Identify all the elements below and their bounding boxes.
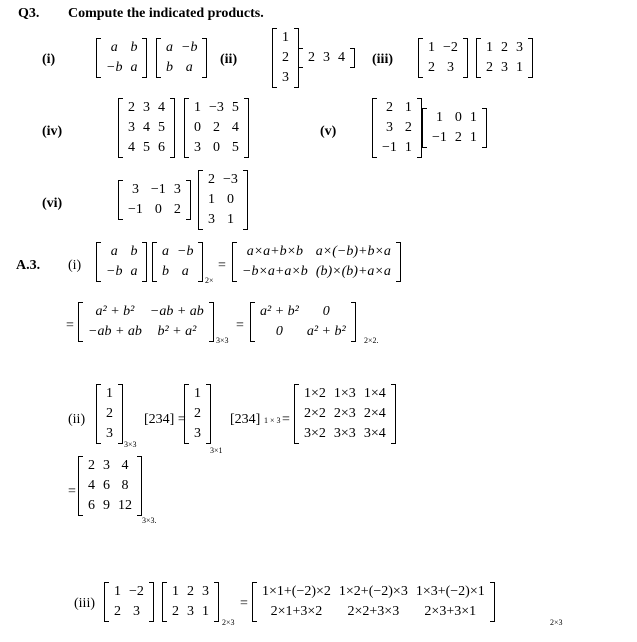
part-label-iv: (iv) [42, 124, 63, 139]
dimension-subscript: 3×3. [142, 516, 157, 525]
matrix-entry: 2 [194, 406, 201, 421]
matrix [184, 384, 211, 444]
equals-sign: = [66, 318, 74, 333]
matrix-entry: 6 [158, 140, 165, 155]
matrix-entry: −ab + ab [88, 324, 142, 339]
matrix-entry: 8 [121, 478, 129, 493]
matrix-entry: 5 [231, 100, 239, 115]
matrix-entry: 1×3 [333, 386, 356, 401]
matrix-entry: 1 [172, 584, 179, 599]
matrix [156, 38, 207, 78]
matrix [476, 38, 533, 78]
matrix-entry: 2 [428, 60, 435, 75]
matrix-entry: 5 [143, 140, 150, 155]
matrix-entry: −b [106, 60, 123, 75]
matrix [96, 384, 123, 444]
matrix-entry: a [162, 244, 169, 259]
equals-sign: = [236, 318, 244, 333]
matrix [162, 582, 219, 622]
matrix-entry: 2×2 [304, 406, 326, 421]
matrix-entry: 2 [106, 406, 113, 421]
matrix-entry: 3 [132, 604, 140, 619]
matrix [422, 108, 487, 148]
matrix-entry: 1 [194, 386, 201, 401]
left-bracket [232, 242, 237, 282]
left-bracket [294, 384, 299, 444]
matrix-entry: 4 [158, 100, 165, 115]
left-bracket [476, 38, 481, 78]
matrix-entry: 3 [323, 50, 330, 65]
matrix-entry: 1×2+(−2)×3 [338, 584, 408, 599]
matrix-entry: 1 [469, 130, 477, 145]
matrix [298, 48, 355, 68]
matrix-entry: a² + b² [95, 304, 135, 319]
answer-number: A.3. [16, 258, 41, 273]
dimension-subscript: 3×3 [124, 440, 137, 449]
answer-label-ii: (ii) [68, 412, 86, 427]
matrix-entry: 1×1+(−2)×2 [262, 584, 331, 599]
matrix-entry: 3 [128, 120, 135, 135]
right-bracket [351, 302, 356, 342]
matrix-entry: 2 [308, 50, 315, 65]
dimension-subscript: 2×3 [550, 618, 563, 627]
right-bracket [391, 384, 396, 444]
matrix-entry: 1 [469, 110, 477, 125]
matrix-entry: 2×4 [363, 406, 386, 421]
matrix-entry: a [110, 40, 118, 55]
matrix [118, 98, 175, 158]
matrix [152, 242, 203, 282]
right-bracket [206, 384, 211, 444]
left-bracket [96, 384, 101, 444]
right-bracket [396, 242, 401, 282]
question-title: Compute the indicated products. [68, 6, 264, 21]
part-label-ii: (ii) [220, 52, 238, 67]
matrix-entry: −1 [128, 202, 143, 217]
matrix-entry: 4 [121, 458, 129, 473]
matrix-entry: 2 [282, 50, 289, 65]
right-bracket [198, 242, 203, 282]
right-bracket [350, 48, 355, 68]
matrix-entry: a×(−b)+b×a [315, 244, 391, 259]
matrix-entry: 0 [194, 120, 201, 135]
matrix-entry: 3 [106, 426, 113, 441]
left-bracket [78, 302, 83, 342]
equals-sign: = [68, 484, 76, 499]
matrix-entry: 2 [486, 60, 493, 75]
matrix-entry: 2 [454, 130, 462, 145]
matrix-entry: a² + b² [306, 324, 346, 339]
matrix-entry: 1 [404, 140, 412, 155]
right-bracket [202, 38, 207, 78]
matrix-entry: 2 [128, 100, 135, 115]
left-bracket [118, 180, 123, 220]
matrix-entry: 6 [88, 498, 95, 513]
right-bracket [118, 384, 123, 444]
left-bracket [152, 242, 157, 282]
right-bracket [186, 180, 191, 220]
matrix-entry: 2 [212, 120, 220, 135]
matrix-entry: 3 [446, 60, 454, 75]
dimension-subscript: 2× [205, 276, 214, 285]
matrix-entry: 0 [322, 304, 330, 319]
matrix-entry: 3 [173, 182, 181, 197]
matrix [198, 170, 248, 230]
matrix [104, 582, 154, 622]
matrix-entry: b² + a² [157, 324, 197, 339]
matrix-entry: a [110, 244, 118, 259]
matrix-entry: a [181, 264, 189, 279]
matrix-entry: 1×4 [363, 386, 386, 401]
right-bracket [490, 582, 495, 622]
matrix-entry: 1 [114, 584, 121, 599]
right-bracket [244, 98, 249, 158]
matrix [96, 38, 147, 78]
matrix-entry: 2 [114, 604, 121, 619]
part-label-iii: (iii) [372, 52, 393, 67]
row-vector-text: [234] = [144, 412, 186, 427]
right-bracket [214, 582, 219, 622]
left-bracket [78, 456, 83, 516]
matrix-entry: 3 [103, 458, 110, 473]
left-bracket [156, 38, 161, 78]
right-bracket [209, 302, 214, 342]
matrix-entry: 4 [128, 140, 135, 155]
matrix-entry: b [166, 60, 173, 75]
matrix-entry: 0 [454, 110, 462, 125]
question-number: Q3. [18, 6, 40, 21]
matrix-entry: a [130, 60, 138, 75]
left-bracket [118, 98, 123, 158]
matrix-entry: 2 [173, 202, 181, 217]
matrix-entry: a [185, 60, 193, 75]
matrix-entry: 2×3+3×1 [424, 604, 477, 619]
matrix-entry: 2 [187, 584, 194, 599]
matrix-entry: 1 [194, 100, 201, 115]
matrix [294, 384, 396, 444]
matrix-entry: −b [181, 40, 198, 55]
matrix-entry: 6 [103, 478, 110, 493]
right-bracket [142, 38, 147, 78]
matrix-entry: 4 [143, 120, 150, 135]
matrix [418, 38, 468, 78]
dimension-subscript: 3×3 [216, 336, 229, 345]
matrix [118, 180, 191, 220]
matrix-entry: 1 [428, 40, 435, 55]
matrix-entry: b [130, 40, 138, 55]
matrix-entry: a² + b² [260, 304, 299, 319]
matrix-entry: 3 [194, 426, 201, 441]
matrix-entry: 1×2 [304, 386, 326, 401]
matrix-entry: 3×3 [333, 426, 356, 441]
matrix-entry: −1 [150, 182, 166, 197]
matrix-entry: 5 [231, 140, 239, 155]
matrix-entry: 2 [172, 604, 179, 619]
answer-label-iii: (iii) [74, 596, 95, 611]
matrix-entry: 3 [202, 584, 209, 599]
right-bracket [142, 242, 147, 282]
matrix-entry: 3 [143, 100, 150, 115]
matrix [250, 302, 356, 342]
matrix-entry: 9 [103, 498, 110, 513]
left-bracket [96, 242, 101, 282]
part-label-v: (v) [320, 124, 337, 139]
matrix-entry: 4 [338, 50, 345, 65]
matrix-entry: 3 [282, 70, 289, 85]
left-bracket [418, 38, 423, 78]
matrix-entry: a [166, 40, 173, 55]
equals-sign: = [218, 258, 226, 273]
dimension-subscript: 1 × 3 [264, 416, 281, 425]
matrix-entry: 3 [187, 604, 194, 619]
right-bracket [482, 108, 487, 148]
left-bracket [184, 98, 189, 158]
matrix-entry: a×a+b×b [246, 244, 304, 259]
matrix-entry: a [130, 264, 138, 279]
matrix-entry: 2×1+3×2 [270, 604, 323, 619]
left-bracket [272, 28, 277, 88]
matrix-entry: 2 [404, 120, 412, 135]
matrix-entry: 1×3+(−2)×1 [415, 584, 485, 599]
matrix-entry: 2×2+3×3 [347, 604, 400, 619]
matrix-entry: 2 [208, 172, 215, 187]
matrix-entry: 1 [208, 192, 215, 207]
matrix-entry: −1 [382, 140, 397, 155]
matrix-entry: 3 [516, 40, 523, 55]
left-bracket [422, 108, 427, 148]
right-bracket [463, 38, 468, 78]
matrix [372, 98, 422, 158]
matrix-entry: 0 [275, 324, 283, 339]
matrix-entry: −2 [443, 40, 458, 55]
matrix-entry: 5 [158, 120, 165, 135]
dimension-subscript: 2×3 [222, 618, 235, 627]
answer-label-i: (i) [68, 258, 82, 273]
matrix-entry: 1 [202, 604, 209, 619]
matrix [78, 302, 214, 342]
equals-sign: = [240, 596, 248, 611]
matrix [252, 582, 495, 622]
matrix-entry: 3×4 [363, 426, 386, 441]
equals-sign: = [282, 412, 290, 427]
matrix-entry: (b)×(b)+a×a [315, 264, 391, 279]
part-label-vi: (vi) [42, 196, 63, 211]
right-bracket [137, 456, 142, 516]
left-bracket [198, 170, 203, 230]
matrix-entry: 3 [208, 212, 215, 227]
matrix-entry: 1 [282, 30, 289, 45]
matrix-entry: b [130, 244, 138, 259]
matrix-entry: 12 [118, 498, 132, 513]
matrix-entry: 2 [501, 40, 508, 55]
matrix-entry: b [162, 264, 169, 279]
matrix-entry: 0 [226, 192, 234, 207]
right-bracket [149, 582, 154, 622]
matrix-entry: −1 [432, 130, 447, 145]
matrix [184, 98, 249, 158]
matrix [96, 242, 147, 282]
matrix-entry: 0 [154, 202, 162, 217]
matrix-entry: 4 [88, 478, 95, 493]
matrix-entry: 2×3 [333, 406, 356, 421]
left-bracket [184, 384, 189, 444]
left-bracket [252, 582, 257, 622]
left-bracket [250, 302, 255, 342]
matrix-entry: 1 [404, 100, 412, 115]
dimension-subscript: 3×1 [210, 446, 223, 455]
dimension-subscript: 2×2. [364, 336, 379, 345]
right-bracket [170, 98, 175, 158]
left-bracket [162, 582, 167, 622]
matrix-entry: 3 [501, 60, 508, 75]
matrix-entry: 2 [385, 100, 393, 115]
matrix-entry: −2 [129, 584, 144, 599]
matrix-entry: 3 [131, 182, 139, 197]
matrix-entry: 1 [516, 60, 523, 75]
left-bracket [96, 38, 101, 78]
left-bracket [104, 582, 109, 622]
part-label-i: (i) [42, 52, 56, 67]
matrix-entry: −b [106, 264, 123, 279]
matrix [232, 242, 401, 282]
row-vector-text: [234] [230, 412, 261, 427]
left-bracket [372, 98, 377, 158]
matrix-entry: −ab + ab [149, 304, 204, 319]
matrix-entry: 1 [226, 212, 234, 227]
matrix-entry: −b [177, 244, 194, 259]
left-bracket [298, 48, 303, 68]
matrix-entry: 1 [106, 386, 113, 401]
matrix-entry: 3 [194, 140, 201, 155]
matrix-entry: −3 [209, 100, 224, 115]
matrix-entry: 2 [88, 458, 95, 473]
matrix-entry: 1 [435, 110, 443, 125]
matrix-entry: 0 [212, 140, 220, 155]
right-bracket [528, 38, 533, 78]
matrix [78, 456, 142, 516]
matrix-entry: −b×a+a×b [242, 264, 308, 279]
matrix-entry: 3×2 [304, 426, 326, 441]
matrix-entry: 1 [486, 40, 493, 55]
right-bracket [243, 170, 248, 230]
matrix-entry: −3 [223, 172, 238, 187]
matrix-entry: 4 [231, 120, 239, 135]
matrix-entry: 3 [385, 120, 393, 135]
matrix [272, 28, 299, 88]
